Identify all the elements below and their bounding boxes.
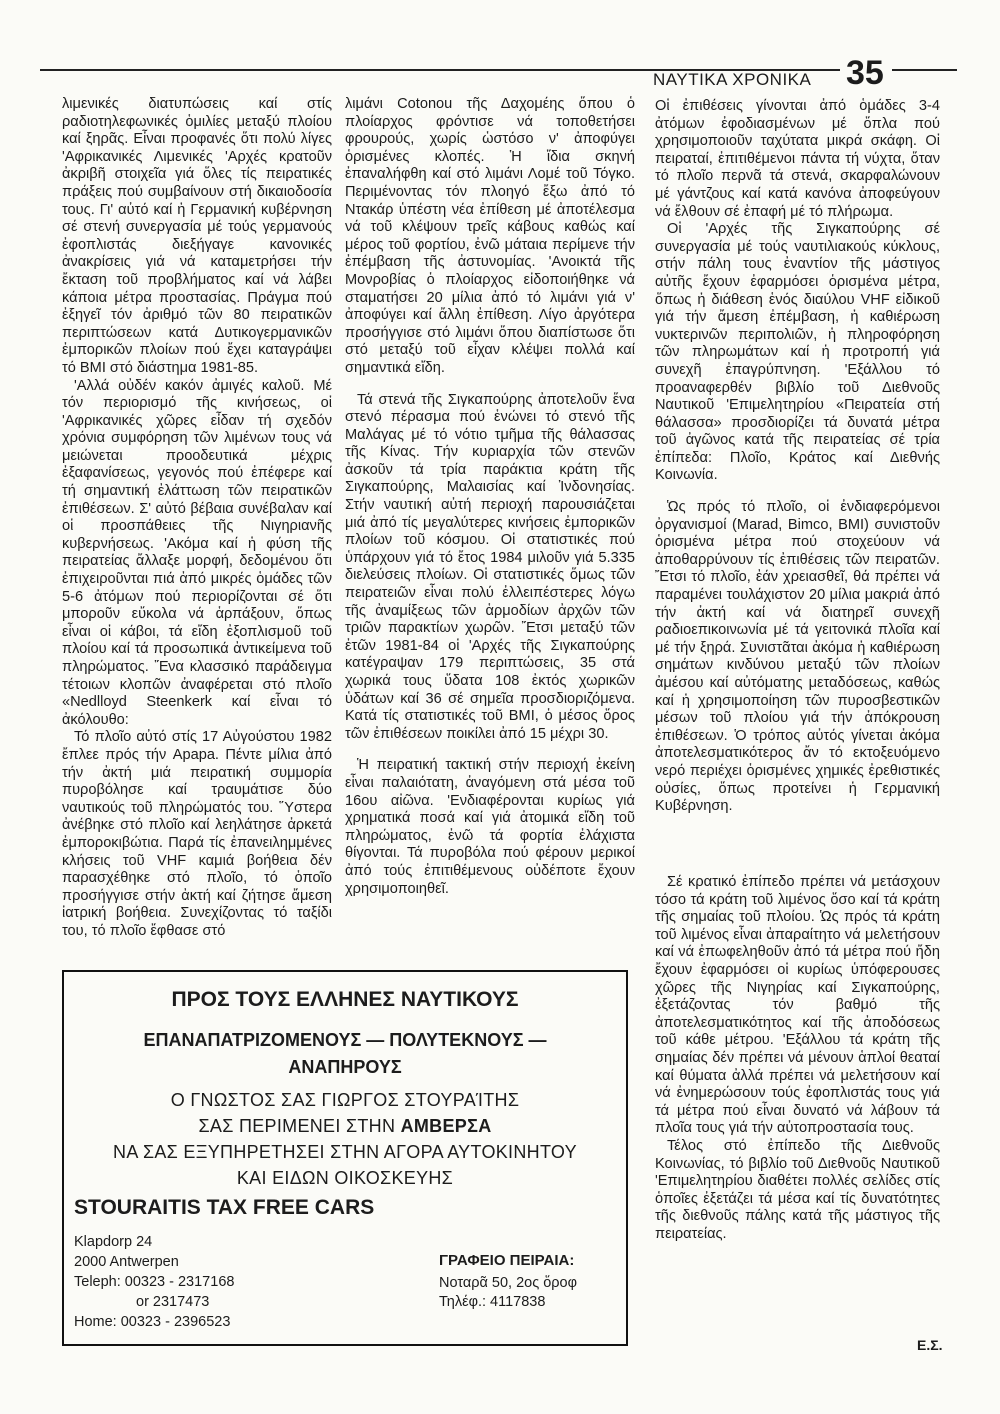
ad-line-3: ΝΑ ΣΑΣ ΕΞΥΠΗΡΕΤΗΣΕΙ ΣΤΗΝ ΑΓΟΡΑ ΑΥΤΟΚΙΝΗΤΟΥ [113,1142,577,1162]
ad-title: ΠΡΟΣ ΤΟΥΣ ΕΛΛΗΝΕΣ ΝΑΥΤΙΚΟΥΣ [171,988,519,1011]
advertisement-box [62,970,628,1346]
paragraph: Ἡ πειρατική τακτική στήν περιοχή ἐκείνη εἶναι παλαιότατη, ἀναγόμενη στά μέσα τοῦ 16ου αἰῶνα. 'Ενδιαφέρονται κυρίως γιά χρηματικά ποσά καί γιά ἀτομικά εἴδη τοῦ πληρώματος, ἐνῶ τά φορτία ἐλάχιστα θίγονται. Τά πυροβόλα πού φέρουν μερικοί ἀπό τούς ἐπιτιθέμενους οὐδέποτε ἔχουν χρησιμοποιηθεῖ. [345,757,635,897]
paragraph: Τέλος στό ἐπίπεδο τῆς Διεθνοῦς Κοινωνίας, τό βιβλίο τοῦ Διεθνοῦς Ναυτικοῦ 'Επιμελητηρίου διαθέτει πολλές σελίδες στίς ὁποῖες ἐξετάζει τά μέσα καί τίς δυνατότητες τῆς διεθνοῦς πάλης κατά τῆς μάστιγος τῆς πειρατείας. [655,1137,940,1242]
author-signature: Ε.Σ. [917,1337,943,1353]
article-column-2 [345,96,635,898]
ad-phone: Teleph: 00323 - 2317168 [74,1274,235,1290]
article-column-3 [655,98,940,816]
paragraph: λιμενικές διατυπώσεις καί στίς ραδιοτηλεφωνικές ὁμιλίες μεταξύ πλοίου καί ξηρᾶς. Εἶναι προφανές ὅτι πολύ λίγες 'Αφρικανικές Λιμενικές 'Αρχές κρατοῦν ἀκριβῆ στοιχεῖα γιά ὅλες τίς πειρατικές πράξεις πού συμβαίνουν στή δικαιοδοσία τους. Γι' αὐτό καί ἡ Γερμανική κυβέρνηση σέ στενή συνεργασία μέ τούς γερμανούς ἐφοπλιστάς διεξήγαγε κανονικές ἀνακρίσεις γιά νά καταμετρήσει τήν ἔκταση τοῦ προβλήματος καί νά λάβει κάποια μέτρα προστασίας. Πράγμα πού ἐξηγεῖ τόν ἀριθμό τῶν 80 πειρατικῶν περιπτώσεων κατά Δυτικογερμανικῶν ἐμπορικῶν πλοίων πού ἔχει καταγράψει τό ΒΜΙ στό διάστημα 1981-85. [62,96,332,376]
header-rule-right [892,69,957,71]
ad-subtitle-2: ΑΝΑΠΗΡΟΥΣ [288,1057,402,1077]
paragraph: λιμάνι Cotonou τῆς Δαχομέης ὅπου ὁ πλοίαρχος φρόντισε νά τοποθετήσει φρουρούς, χωρίς ὡστόσο ν' ἀποφύγει ὁρισμένες κλοπές. Ἡ ἴδια σκηνή ἐπαναλήφθη καί στό λιμάνι Λομέ τοῦ Τόγκο. Περιμένοντας τόν πλοηγό ἔξω ἀπό τό Ντακάρ ὑπέστη νέα ἐπίθεση μέ ἀποτέλεσμα νά τοῦ κλέψουν τρεῖς κάβους καθώς καί μέρος τοῦ φορτίου, ἐνῶ μάταια περίμενε τήν ἐπέμβαση τῆς ἀστυνομίας. 'Ανοικτά τῆς Μονροβίας ὁ πλοίαρχος εἰδοποιήθηκε νά σταματήσει 20 μίλια ἀπό τό λιμάνι γιά ν' ἀποφύγει καί ἄλλη ἐπίθεση. Λίγο ἀργότερα προσήγγισε στό λιμάνι ὅπου διαπίστωσε ὅτι στό μεταξύ τοῦ εἶχαν κλέψει πολλά καί σημαντικά εἴδη. [345,96,635,376]
ad-line-4: ΚΑΙ ΕΙΔΩΝ ΟΙΚΟΣΚΕΥΗΣ [236,1168,454,1188]
paragraph: Τό πλοῖο αὐτό στίς 17 Αὐγούστου 1982 ἔπλεε πρός τήν Apapa. Πέντε μίλια ἀπό τήν ἀκτή μιά πειρατική συμμορία πυροβόλησε καί τραυμάτισε δύο ναυτικούς τοῦ πληρώματός του. Ὕστερα ἀνέβηκε στό πλοῖο καί λεηλάτησε ἀρκετά ἐμποροκιβώτια. Παρά τίς ἐπανειλημμένες κλήσεις τοῦ VHF καμιά βοήθεια δέν παρασχέθηκε στό πλοῖο, τό ὁποῖο προσήγγισε στήν ἀκτή καί ζήτησε ἄμεση ἰατρική βοήθεια. Συνεχίζοντας τό ταξίδι του, τό πλοῖο ἔφθασε στό [62,729,332,939]
ad-office-title: ΓΡΑΦΕΙΟ ΠΕΙΡΑΙΑ: [439,1252,575,1269]
paragraph: Σέ κρατικό ἐπίπεδο πρέπει νά μετάσχουν τόσο τά κράτη τοῦ λιμένος ὅσο καί τά κράτη τῆς σημαίας τοῦ πλοίου. Ὡς πρός τά κράτη τοῦ λιμένος εἶναι ἀπαραίτητο νά μελετήσουν καί νά ἐπωφεληθοῦν ἀπό τά μέτρα πού ἤδη ἔχουν ἐφαρμόσει οἱ κυρίως ὑπόφερουσες χῶρες τῆς Νιγηρίας καί Σιγκαπούρης, ἐξετάζοντας τόν βαθμό τῆς ἀποτελεσματικότητος καί τῆς ἀποδόσεως τοῦ κάθε μέτρου. 'Εξάλλου τά κράτη τῆς σημαίας δέν πρέπει νά μένουν ἁπλοί θεαταί καί θύματα ἀλλά πρέπει νά μελετήσουν καί νά ἐνημερώσουν τούς ἐφοπλιστάς τους γιά τά μέτρα πού εἶναι δυνατό νά λάβουν τά πλοῖα τους γιά τήν αὐτοπροστασία τους. [655,874,940,1137]
paragraph: Τά στενά τῆς Σιγκαπούρης ἀποτελοῦν ἕνα στενό πέρασμα πού ἑνώνει τό στενό τῆς Μαλάγας μέ τό νότιο τμῆμα τῆς θάλασσας τῆς Κίνας. Τήν κυριαρχία τῶν στενῶν ἀσκοῦν τά τρία παράκτια κράτη τῆς Σιγκαπούρης, Μαλαισίας καί Ἰνδονησίας. Στήν ναυτική αὐτή περιοχή παρουσιάζεται μιά ἀπό τίς μεγαλύτερες κινήσεις ἐμπορικῶν πλοίων τοῦ κόσμου. Οἱ στατιστικές πού ὑπάρχουν γιά τό ἔτος 1984 μιλοῦν γιά 5.335 διελεύσεις πλοίων. Οἱ στατιστικές ὅμως τῶν πειρατειῶν εἶναι πολύ ἐλλειπέστερες λόγω τῆς ἀναμίξεως τῶν ἁρμοδίων ἀρχῶν τῶν τριῶν παρακτίων χωρῶν. Ἔτσι μεταξύ τῶν ἐτῶν 1981-84 οἱ 'Αρχές τῆς Σιγκαπούρης κατέγραψαν 179 περιπτώσεις, 35 στά χωρικά τους ὕδατα 108 ἐκτός χωρικῶν ὑδάτων καί 36 σέ σημεῖα προσδιοριζόμενα. Κατά τίς στατιστικές τοῦ ΒΜΙ, ὁ μέσος ὅρος τῶν ἐπιθέσεων ποικίλει ἀπό 15 μέχρι 30. [345,391,635,742]
ad-subtitle-1: ΕΠΑΝΑΠΑΤΡΙΖΟΜΕΝΟΥΣ — ΠΟΛΥΤΕΚΝΟΥΣ — [143,1030,547,1050]
article-column-1 [62,96,332,941]
ad-line-1: Ο ΓΝΩΣΤΟΣ ΣΑΣ ΓΙΩΡΓΟΣ ΣΤΟΥΡΑΊΤΗΣ [170,1090,520,1110]
page-number: 35 [846,54,884,92]
ad-phone-alt: or 2317473 [136,1294,210,1310]
ad-company-name: STOURAITIS TAX FREE CARS [74,1196,375,1219]
paragraph: 'Αλλά οὐδέν κακόν ἀμιγές καλοῦ. Μέ τόν περιορισμό τῆς κινήσεως, οἱ 'Αφρικανικές χῶρες εἶδαν τή σχεδόν χρόνια συμφόρηση τῶν λιμένων τους νά μειώνεται προοδευτικά μέχρις ἐξαφανίσεως, γεγονός πού ἐπέφερε καί τή σημαντική ἐλάττωση τῶν πειρατικῶν ἐπιθέσεων. Σ' αὐτό βέβαια συνέβαλαν καί οἱ προσπάθειες τῆς Νιγηριανῆς κυβερνήσεως. 'Ακόμα καί ἡ φύση τῆς πειρατείας ἄλλαξε μορφή, δεδομένου ὅτι ἐπιχειροῦνται πιά ἀπό μικρές ὁμάδες τῶν 5-6 ἀτόμων πού περιορίζονται σέ ὅτι μποροῦν εὔκολα νά ἁρπάξουν, ὅπως εἶναι οἱ κάβοι, τά εἴδη ἐξοπλισμοῦ τοῦ πλοίου καί τά προσωπικά ἀντικείμενα τοῦ πληρώματος. Ἕνα κλασσικό παράδειγμα τέτοιων κλοπῶν ἀναφέρεται στό πλοῖο «Nedlloyd Steenkerk καί εἶναι τό ἀκόλουθο: [62,377,332,728]
ad-line-2: ΣΑΣ ΠΕΡΙΜΕΝΕΙ ΣΤΗΝ ΑΜΒΕΡΣΑ [198,1116,492,1136]
ad-address-line: 2000 Antwerpen [74,1254,179,1270]
ad-office-address: Νοταρᾶ 50, 2ος ὅροφ [439,1275,578,1291]
article-column-4 [655,874,940,1243]
ad-address-line: Klapdorp 24 [74,1234,153,1250]
ad-city: ΑΜΒΕΡΣΑ [400,1116,492,1136]
paragraph: Οἱ 'Αρχές τῆς Σιγκαπούρης σέ συνεργασία μέ τούς ναυτιλιακούς κύκλους, στήν πάλη τους ἐναντίον τῆς μάστιγος αὐτῆς ἔχουν ἐφαρμόσει ὁρισμένα μέτρα, ὅπως ἡ διάθεση ἑνός διαύλου VHF εἰδικοῦ γιά τήν ἄμεση ἐπέμβαση, ἡ καθιέρωση νυκτερινῶν περιπολιῶν, ἡ πληροφόρηση τῶν πληρωμάτων καί ἡ προτροπή γιά συνεχῆ ἐπαγρύπνηση. 'Εξάλλου τό προαναφερθέν βιβλίο τοῦ Διεθνοῦς Ναυτικοῦ 'Επιμελητηρίου «Πειρατεία στή θάλασσα» προσδιορίζει τά δυνατά μέτρα τοῦ ἀγῶνος κατά τῆς πειρατείας σέ τρία ἐπίπεδα: Πλοῖο, Κράτος καί Διεθνής Κοινωνία. [655,221,940,484]
magazine-title: ΝΑΥΤΙΚΑ ΧΡΟΝΙΚΑ [653,70,812,89]
paragraph: Ὡς πρός τό πλοῖο, οἱ ἐνδιαφερόμενοι ὀργανισμοί (Marad, Bimco, BMI) συνιστοῦν ὁρισμένα μέτρα πού στοχεύουν νά ἀποθαρρύνουν τίς ἐπιθέσεις τῶν πειρατῶν. Ἔτσι τό πλοῖο, ἐάν χρειασθεῖ, θά πρέπει νά παραμένει τουλάχιστον 20 μίλια μακριά ἀπό τήν ἀκτή καί νά διατηρεῖ συνεχῆ ραδιοεπικοινωνία μέ τά γειτονικά πλοῖα καί μέ τήν ξηρά. Συνιστᾶται ἀκόμα ἡ καθιέρωση σημάτων κινδύνου μεταξύ τῶν πλοίων ἀμέσου καί αὐτόματης μεταδόσεως, καθώς καί ἡ χρησιμοποίηση τῶν πυροσβεστικῶν μέσων τοῦ πλοίου γιά τήν ἀπόκρουση ἐπιθέσεων. Ὁ τρόπος αὐτός γίνεται ἀκόμα ἀποτελεσματικότερος ἄν τό εκτοξευόμενο νερό περιέχει ὁρισμένες χημικές ἐρεθιστικές οὐσίες, ὅπως προτείνει ἡ Γερμανική Κυβέρνηση. [655,499,940,815]
paragraph: Οἱ ἐπιθέσεις γίνονται ἀπό ὁμάδες 3-4 ἀτόμων ἐφοδιασμένων μέ ὅπλα πού χρησιμοποιοῦν ταχύτατα μικρά σκάφη. Οἱ πειραταί, ἐπιτιθέμενοι πάντα τή νύχτα, ὅταν τό πλοῖο περνᾶ τά στενά, σκαρφαλώνουν μέ γάντζους καί κατά κανόνα ἀποφεύγουν νά ἔλθουν σέ ἐπαφή μέ τό πλήρωμα. [655,98,940,220]
ad-home-phone: Home: 00323 - 2396523 [74,1314,231,1330]
ad-office-phone: Τηλέφ.: 4117838 [439,1294,546,1310]
